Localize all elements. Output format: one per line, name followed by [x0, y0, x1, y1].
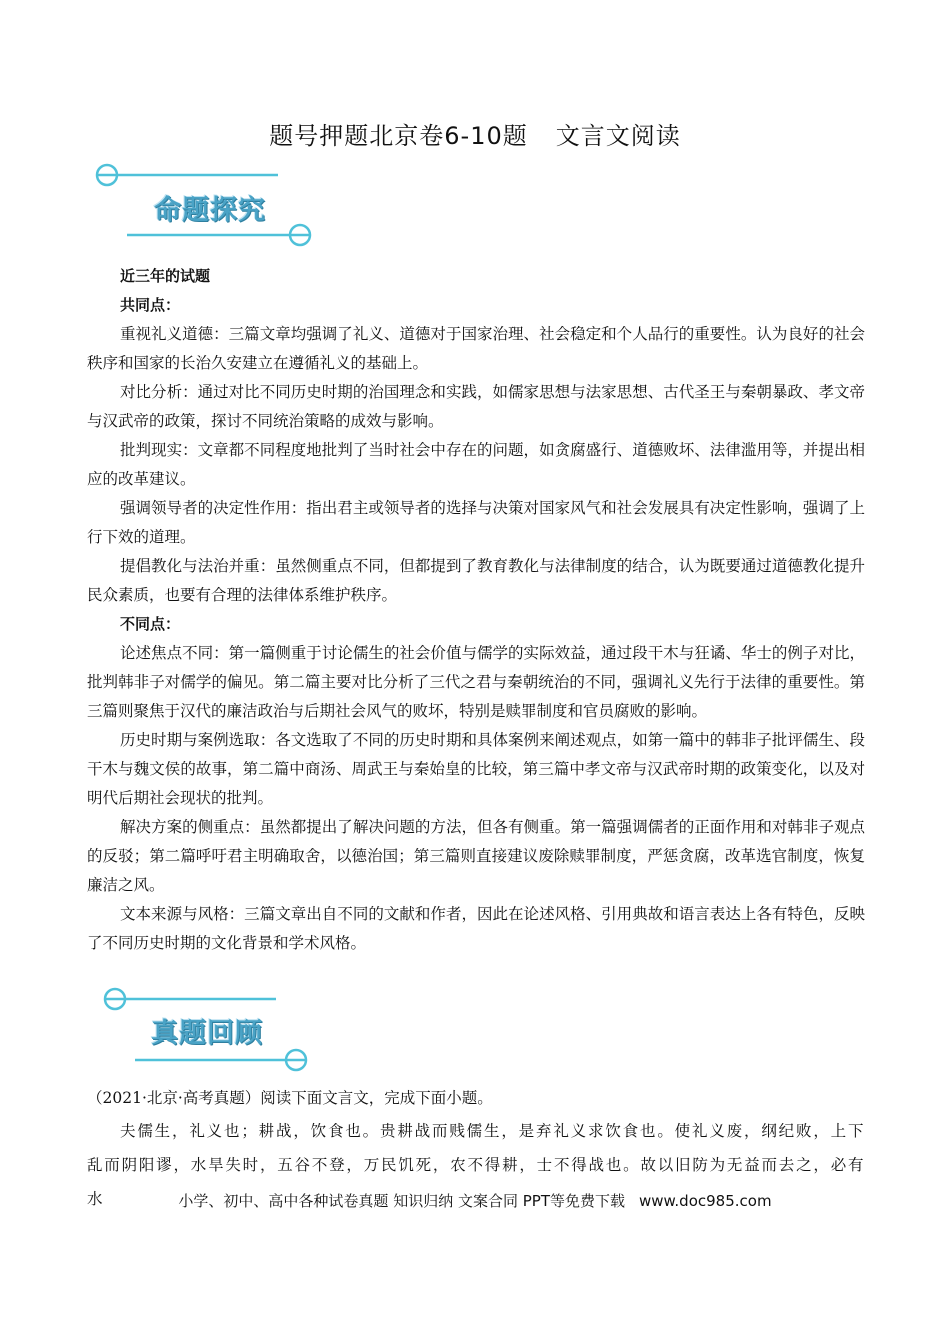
- section1-content: [87, 262, 865, 958]
- section-banner-2: [90, 983, 330, 1073]
- banner-2-text: 真题回顾: [151, 1018, 263, 1049]
- title-sub: 文言文阅读: [555, 122, 681, 150]
- diff-point: 解决方案的侧重点：虽然都提出了解决问题的方法，但各有侧重。第一篇强调儒者的正面作用和对韩非子观点的反驳；第二篇呼吁君主明确取舍，以德治国；第三篇则直接建议废除赎罪制度，严惩贪腐，改革选官制度，恢复廉洁之风。: [87, 818, 865, 894]
- common-heading: 共同点：: [120, 296, 181, 314]
- common-point: 批判现实：文章都不同程度地批判了当时社会中存在的问题，如贪腐盛行、道德败坏、法律滥用等，并提出相应的改革建议。: [87, 441, 865, 488]
- diff-point: 文本来源与风格：三篇文章出自不同的文献和作者，因此在论述风格、引用典故和语言表达上各有特色，反映了不同历史时期的文化背景和学术风格。: [87, 905, 865, 952]
- common-point: 提倡教化与法治并重：虽然侧重点不同，但都提到了教育教化与法律制度的结合，认为既要通过道德教化提升民众素质，也要有合理的法律体系维护秩序。: [87, 557, 865, 604]
- common-point: 重视礼义道德：三篇文章均强调了礼义、道德对于国家治理、社会稳定和个人品行的重要性。认为良好的社会秩序和国家的长治久安建立在遵循礼义的基础上。: [87, 325, 865, 372]
- footer-text: 小学、初中、高中各种试卷真题 知识归纳 文案合同 PPT等免费下载: [178, 1192, 625, 1210]
- diff-point: 论述焦点不同：第一篇侧重于讨论儒生的社会价值与儒学的实际效益，通过段干木与狂谲、华士的例子对比，批判韩非子对儒学的偏见。第二篇主要对比分析了三代之君与秦朝统治的不同，强调礼义先行于法律的重要性。第三篇则聚焦于汉代的廉洁政治与后期社会风气的败坏，特别是赎罪制度和官员腐败的影响。: [87, 644, 865, 720]
- diff-heading: 不同点：: [120, 615, 181, 633]
- section-banner-1: [90, 158, 330, 248]
- banner-1-text: 命题探究: [154, 195, 266, 226]
- diff-point: 历史时期与案例选取：各文选取了不同的历史时期和具体案例来阐述观点，如第一篇中的韩非子批评儒生、段干木与魏文侯的故事，第二篇中商汤、周武王与秦始皇的比较，第三篇中孝文帝与汉武帝时期的政策变化，以及对明代后期社会现状的批判。: [87, 731, 865, 807]
- footer: [0, 1190, 950, 1211]
- common-point: 对比分析：通过对比不同历史时期的治国理念和实践，如儒家思想与法家思想、古代圣王与秦朝暴政、孝文帝与汉武帝的政策，探讨不同统治策略的成效与影响。: [87, 383, 865, 430]
- title-main: 题号押题北京卷6-10题: [269, 122, 528, 150]
- footer-url[interactable]: www.doc985.com: [638, 1192, 772, 1210]
- classical-text: 夫儒生，礼义也；耕战，饮食也。贵耕战而贱儒生，是弃礼义求饮食也。使礼义废，纲纪败，上下乱而阴阳谬，水旱失时，五谷不登，万民饥死，农不得耕，士不得战也。故以旧防为无益而去之，必有水: [87, 1122, 865, 1208]
- common-point: 强调领导者的决定性作用：指出君主或领导者的选择与决策对国家风气和社会发展具有决定性影响，强调了上行下效的道理。: [87, 499, 865, 546]
- page-title: [0, 116, 950, 151]
- exam-intro: （2021·北京·高考真题）阅读下面文言文，完成下面小题。: [87, 1089, 493, 1107]
- recent-exams-heading: 近三年的试题: [120, 267, 211, 285]
